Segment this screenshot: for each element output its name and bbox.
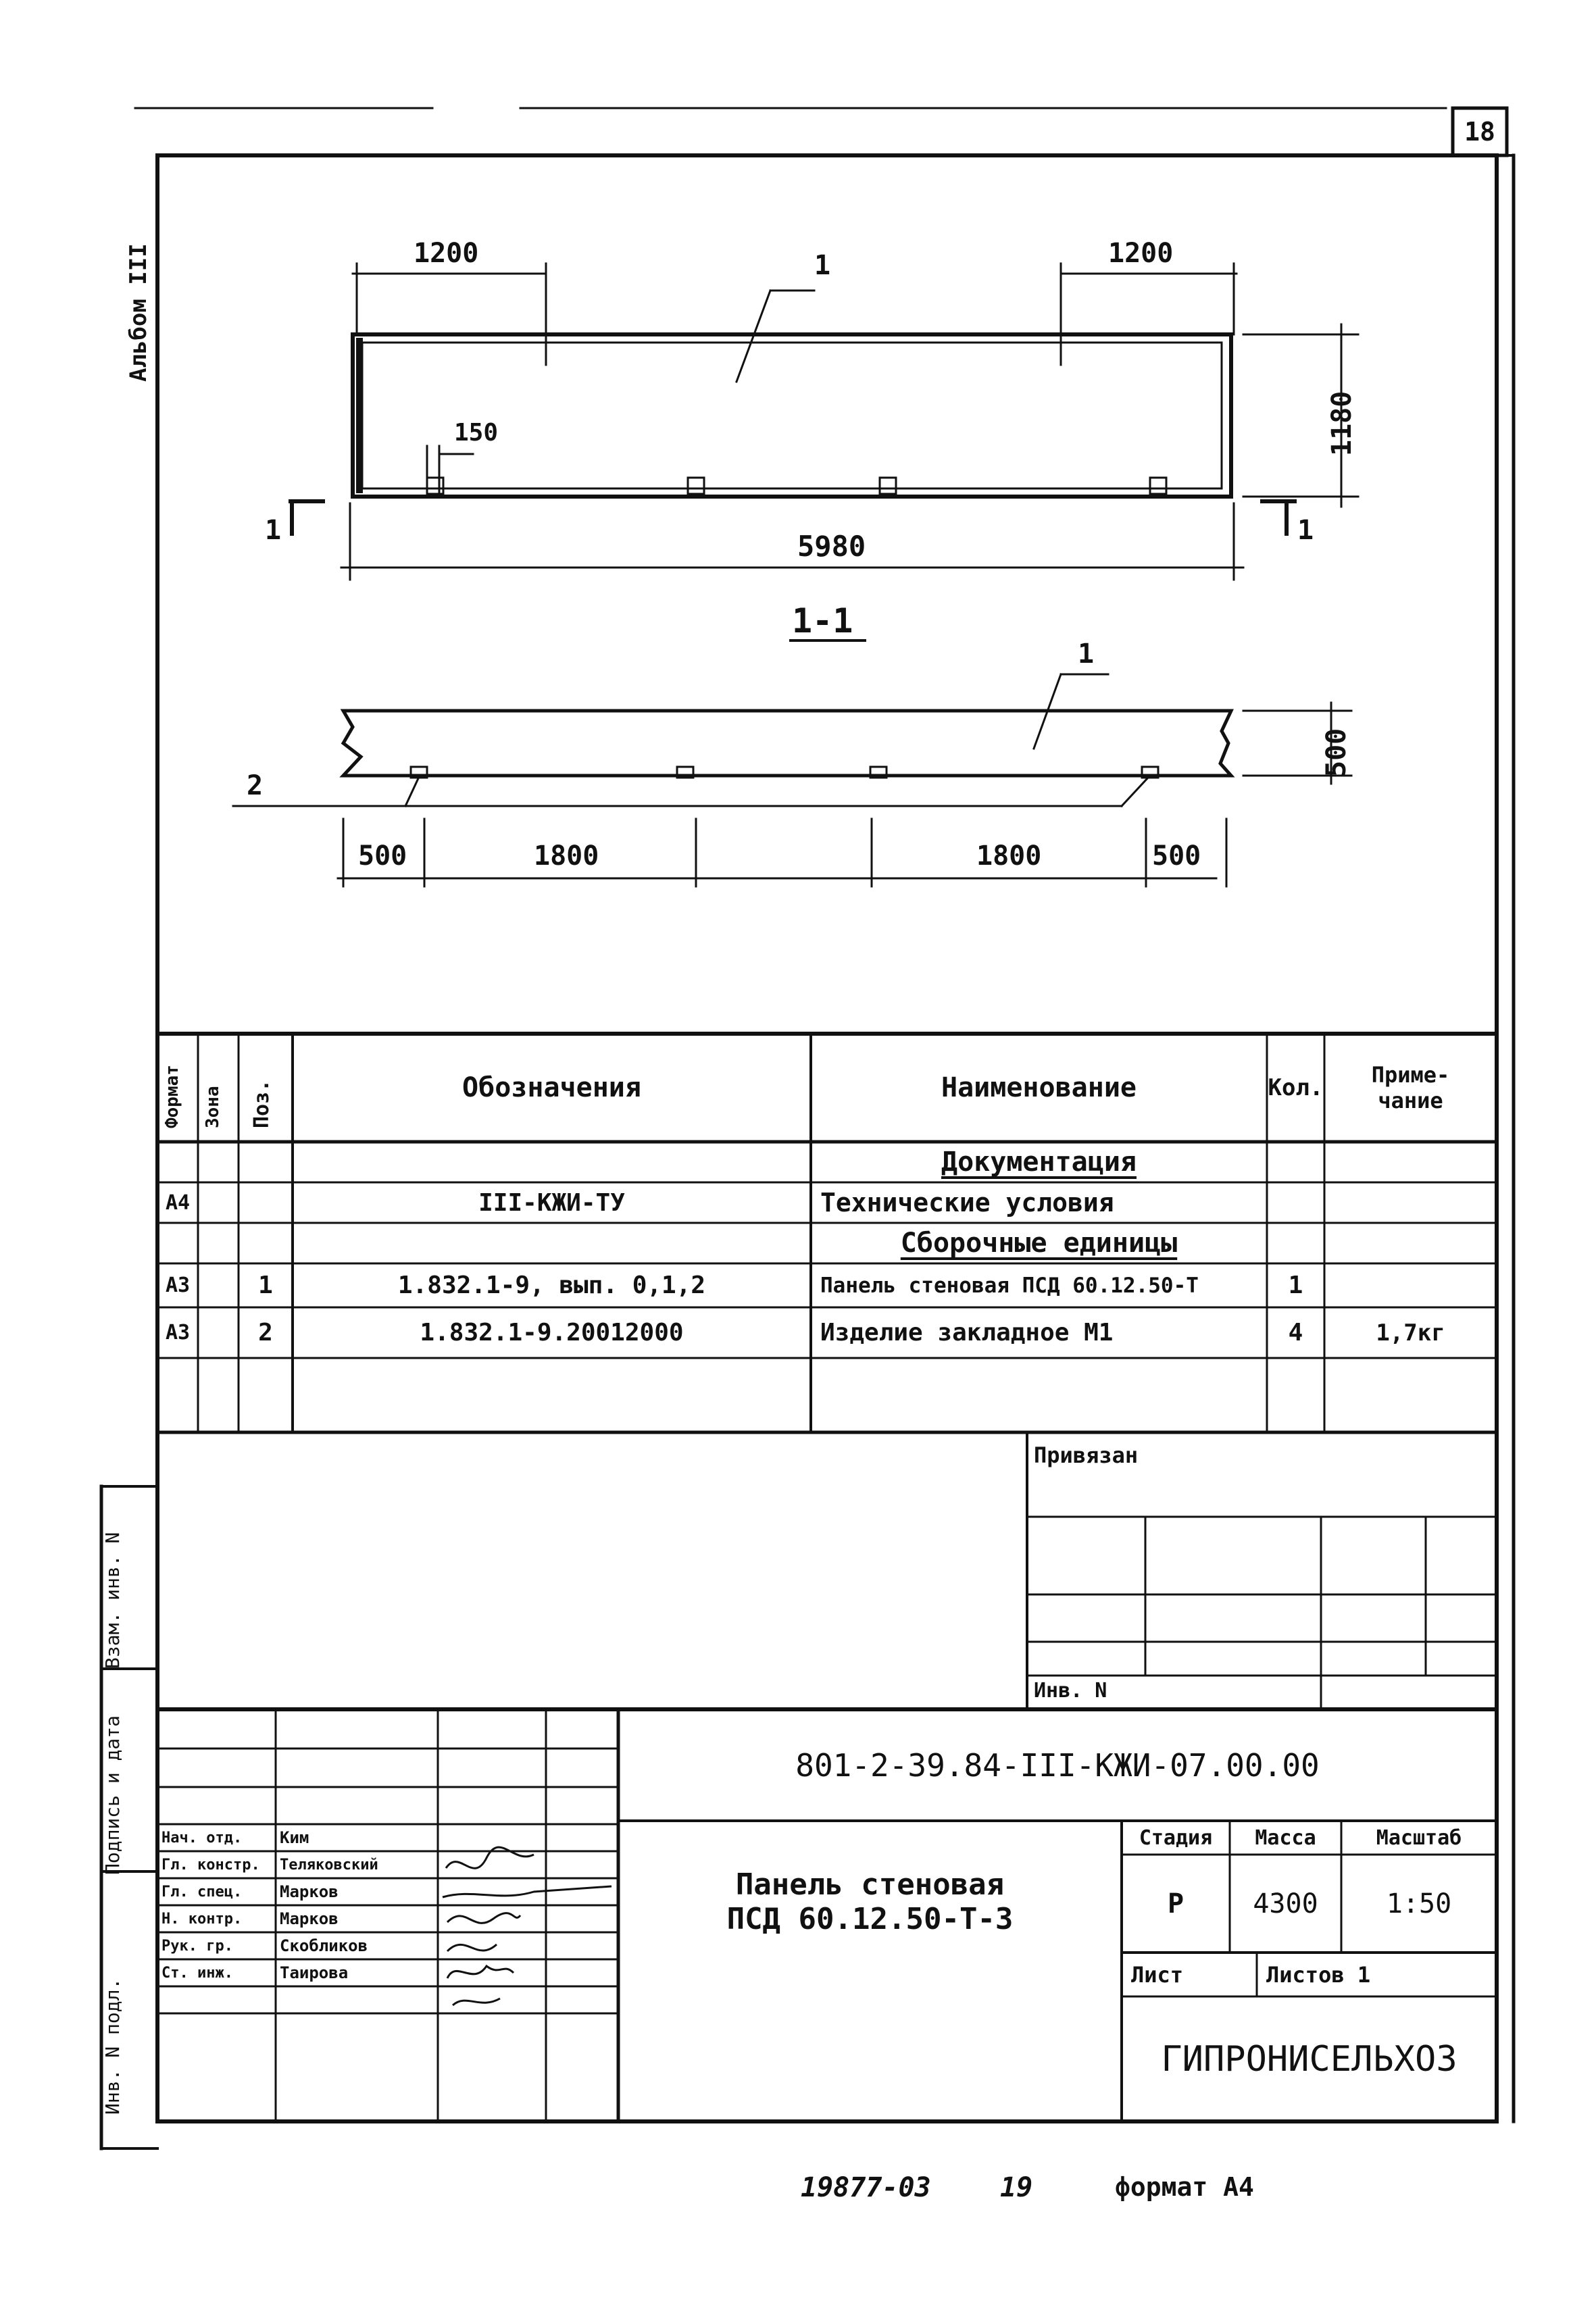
side-label-inv-podl: Инв. N подл. — [101, 1978, 124, 2115]
signatory-name: Ким — [280, 1828, 309, 1847]
side-label-vzam: Взам. инв. N — [101, 1532, 124, 1669]
dim-d2: 1800 — [534, 840, 599, 872]
dim-left-top: 1200 — [414, 238, 479, 269]
footer-number: 19877-03 — [801, 2172, 931, 2203]
footer-format: формат А4 — [1115, 2172, 1254, 2202]
organization-name: ГИПРОНИСЕЛЬХОЗ — [1161, 2038, 1457, 2080]
header-zone: Зона — [203, 1086, 223, 1128]
signatory-role: Гл. констр. — [161, 1856, 260, 1873]
scale-value: 1:50 — [1386, 1888, 1452, 1919]
side-label-podpis: Подпись и дата — [101, 1715, 124, 1875]
sheet-number: 18 — [1464, 117, 1495, 147]
row-name: Панель стеновая ПСД 60.12.50-Т — [820, 1273, 1199, 1298]
title-line1: Панель стеновая — [735, 1867, 1005, 1902]
section-docs-text: Документация — [941, 1147, 1137, 1178]
dim-d3: 1800 — [976, 840, 1042, 872]
row-name: Технические условия — [820, 1188, 1114, 1217]
drawing-code: 801-2-39.84-III-КЖИ-07.00.00 — [795, 1746, 1320, 1784]
signatory-name: Марков — [280, 1882, 339, 1901]
header-qty: Кол. — [1268, 1074, 1324, 1101]
section-mark-left: 1 — [265, 515, 282, 546]
dim-length: 5980 — [797, 530, 866, 563]
position-callout-1-plan: 1 — [814, 250, 831, 281]
row-name: Изделие закладное М1 — [820, 1319, 1114, 1347]
sheets-count-label: Листов 1 — [1266, 1961, 1371, 1988]
position-callout-1-section: 1 — [1078, 638, 1095, 670]
signatory-name: Марков — [280, 1909, 339, 1928]
header-pos: Поз. — [250, 1079, 274, 1128]
sheet-label: Лист — [1131, 1961, 1184, 1988]
section-assembly — [811, 1223, 1267, 1263]
dim-d4: 500 — [1152, 840, 1201, 872]
binding-label: Привязан — [1034, 1442, 1139, 1468]
dim-d1: 500 — [358, 840, 407, 872]
section-label: 1-1 — [792, 601, 853, 640]
row-qty: 1 — [1288, 1272, 1303, 1299]
row-format: А3 — [165, 1321, 191, 1344]
position-callout-2: 2 — [247, 770, 264, 801]
header-format: Формат — [162, 1065, 182, 1128]
title-line2: ПСД 60.12.50-Т-3 — [726, 1902, 1014, 1936]
section-docs — [811, 1142, 1267, 1182]
signatory-role: Н. контр. — [161, 1910, 243, 1928]
signatory-name: Теляковский — [280, 1856, 378, 1873]
signatory-role: Ст. инж. — [161, 1964, 233, 1982]
row-format: А4 — [165, 1190, 191, 1215]
row-qty: 4 — [1288, 1319, 1303, 1347]
dim-height-plan: 1180 — [1326, 391, 1357, 456]
header-name: Наименование — [941, 1072, 1137, 1103]
dim-section-height: 500 — [1321, 728, 1352, 777]
section-assembly-text: Сборочные единицы — [900, 1228, 1178, 1259]
row-designation: 1.832.1-9, вып. 0,1,2 — [397, 1272, 706, 1299]
dim-right-top: 1200 — [1108, 238, 1174, 269]
footer-page: 19 — [1000, 2172, 1033, 2203]
row-note: 1,7кг — [1376, 1319, 1445, 1347]
scale-label: Масштаб — [1376, 1826, 1462, 1850]
signatory-role: Гл. спец. — [161, 1883, 243, 1901]
section-mark-right: 1 — [1297, 515, 1314, 546]
stage-value: Р — [1167, 1888, 1184, 1919]
signatory-name: Скобликов — [280, 1936, 368, 1955]
mass-label: Масса — [1255, 1826, 1316, 1850]
row-pos: 2 — [258, 1319, 273, 1347]
signatory-role: Рук. гр. — [161, 1937, 233, 1955]
row-designation: III-КЖИ-ТУ — [478, 1188, 625, 1217]
row-pos: 1 — [258, 1272, 273, 1299]
stage-label: Стадия — [1139, 1826, 1213, 1850]
header-note: Приме-чание — [1371, 1062, 1450, 1113]
side-stamp: Альбом III — [125, 243, 152, 382]
header-designation: Обозначения — [462, 1072, 641, 1103]
mass-value: 4300 — [1253, 1888, 1318, 1919]
dim-inset: 150 — [454, 419, 499, 447]
row-designation: 1.832.1-9.20012000 — [420, 1319, 684, 1347]
signatory-name: Таирова — [280, 1963, 349, 1982]
row-format: А3 — [165, 1274, 191, 1297]
signatory-role: Нач. отд. — [161, 1829, 243, 1846]
inventory-number-label: Инв. N — [1034, 1679, 1107, 1703]
